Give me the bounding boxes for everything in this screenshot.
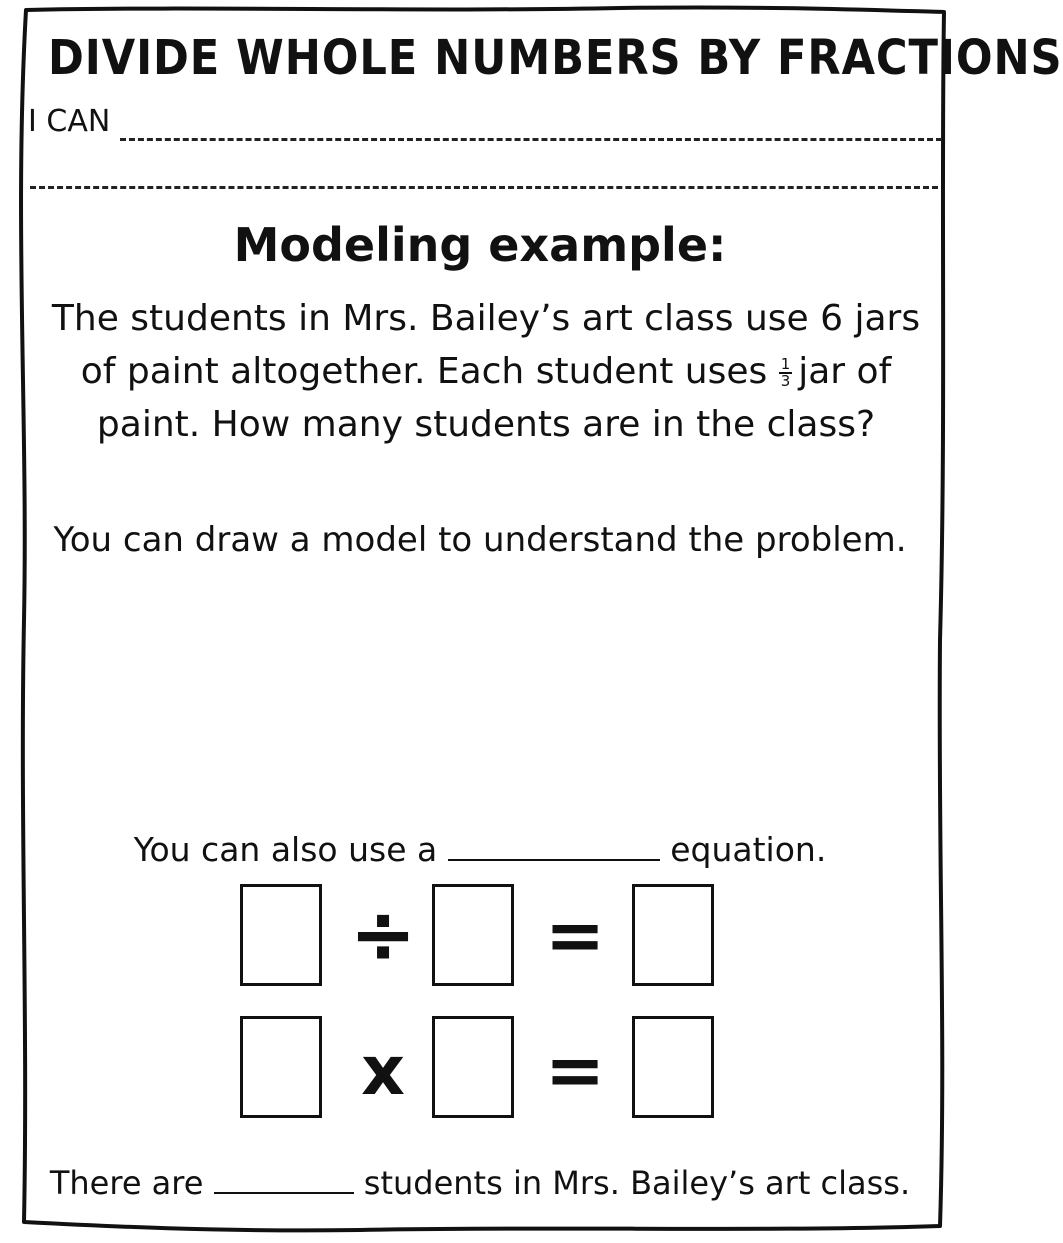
equation-sentence — [0, 830, 960, 869]
division-dividend-box[interactable] — [240, 884, 322, 986]
multiplication-factor1-box[interactable] — [240, 1016, 322, 1118]
model-drawing-area[interactable] — [40, 580, 920, 820]
answer-sentence-start: There are — [49, 1164, 204, 1202]
equals-sign-row2: = — [544, 1028, 606, 1112]
i-can-label: I CAN — [28, 104, 111, 139]
worksheet-title: DIVIDE WHOLE NUMBERS BY FRACTIONS — [48, 30, 1063, 86]
problem-text-start: The students in Mrs. Bailey’s art class use 6 jars of paint altogether. Each student uses — [51, 298, 921, 392]
multiplication-product-box[interactable] — [632, 1016, 714, 1118]
i-can-blank-line — [120, 138, 942, 141]
fraction-denominator: 3 — [780, 372, 791, 390]
divide-sign: ÷ — [349, 888, 417, 981]
equals-sign-row1: = — [544, 893, 606, 977]
i-can-row — [24, 104, 942, 148]
division-divisor-box[interactable] — [432, 884, 514, 986]
equation-type-blank[interactable] — [448, 833, 660, 861]
multiplication-factor2-box[interactable] — [432, 1016, 514, 1118]
model-hint: You can draw a model to understand the problem. — [53, 520, 907, 560]
word-problem — [46, 292, 926, 451]
fraction-one-third — [779, 357, 793, 389]
fraction-numerator: 1 — [780, 355, 791, 373]
equation-sentence-end: equation. — [670, 830, 827, 869]
multiply-sign: x — [361, 1032, 405, 1111]
answer-sentence — [0, 1164, 960, 1202]
division-quotient-box[interactable] — [632, 884, 714, 986]
equation-sentence-start: You can also use a — [133, 830, 438, 869]
problem-text-end: jar of paint. How many students are in the class? — [96, 351, 892, 445]
i-can-blank-line-continued — [30, 186, 938, 189]
answer-sentence-end: students in Mrs. Bailey’s art class. — [363, 1164, 911, 1202]
answer-blank[interactable] — [214, 1166, 354, 1194]
section-heading: Modeling example: — [233, 218, 727, 272]
